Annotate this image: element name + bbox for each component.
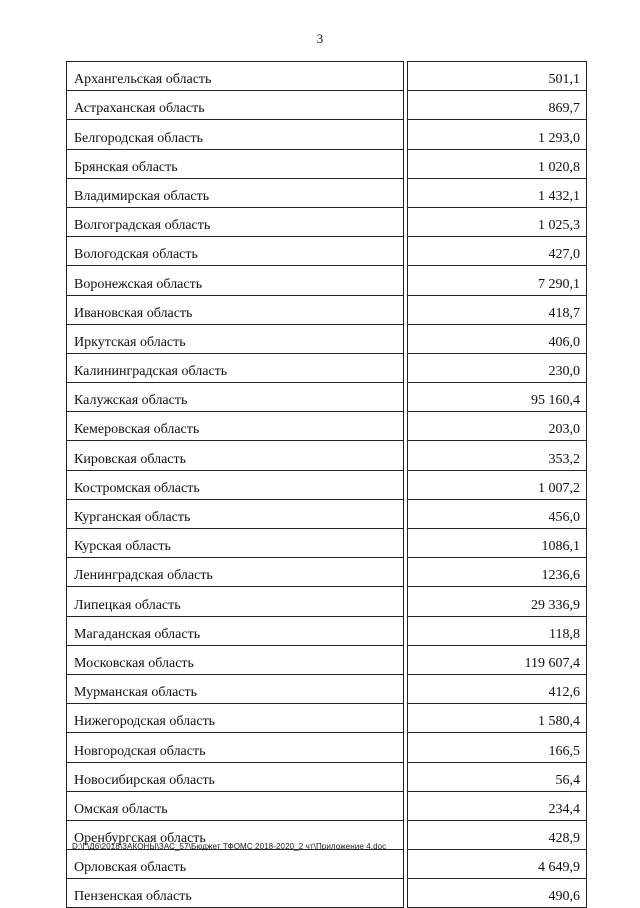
amount-cell: 166,5 bbox=[408, 733, 587, 762]
region-name-cell: Ленинградская область bbox=[67, 558, 404, 587]
amount-cell: 203,0 bbox=[408, 412, 587, 441]
table-row bbox=[67, 120, 587, 149]
table-row bbox=[67, 266, 587, 295]
region-name-cell: Белгородская область bbox=[67, 120, 404, 149]
table-row bbox=[67, 733, 587, 762]
region-name-cell: Кировская область bbox=[67, 441, 404, 470]
amount-cell: 1 293,0 bbox=[408, 120, 587, 149]
amount-cell: 418,7 bbox=[408, 295, 587, 324]
amount-cell: 1236,6 bbox=[408, 558, 587, 587]
region-name-cell: Ивановская область bbox=[67, 295, 404, 324]
table-row bbox=[67, 149, 587, 178]
amount-cell: 56,4 bbox=[408, 762, 587, 791]
region-name-cell: Пензенская область bbox=[67, 879, 404, 908]
page-number: 3 bbox=[316, 31, 324, 46]
table-row bbox=[67, 207, 587, 236]
amount-cell: 501,1 bbox=[408, 62, 587, 91]
region-name-cell: Липецкая область bbox=[67, 587, 404, 616]
amount-cell: 490,6 bbox=[408, 879, 587, 908]
amount-cell: 4 649,9 bbox=[408, 850, 587, 879]
amount-cell: 7 290,1 bbox=[408, 266, 587, 295]
region-name-cell: Вологодская область bbox=[67, 237, 404, 266]
table-row bbox=[67, 441, 587, 470]
region-name-cell: Кемеровская область bbox=[67, 412, 404, 441]
region-name-cell: Костромская область bbox=[67, 470, 404, 499]
region-name-cell: Магаданская область bbox=[67, 616, 404, 645]
table-row bbox=[67, 470, 587, 499]
table-row bbox=[67, 645, 587, 674]
table-row bbox=[67, 529, 587, 558]
amount-cell: 428,9 bbox=[408, 820, 587, 849]
region-name-cell: Брянская область bbox=[67, 149, 404, 178]
region-name-cell: Орловская область bbox=[67, 850, 404, 879]
table-row bbox=[67, 62, 587, 91]
table-row bbox=[67, 704, 587, 733]
table-row bbox=[67, 91, 587, 120]
amount-cell: 1 020,8 bbox=[408, 149, 587, 178]
table-row bbox=[67, 412, 587, 441]
table-row bbox=[67, 762, 587, 791]
amount-cell: 1 580,4 bbox=[408, 704, 587, 733]
regions-table bbox=[66, 61, 587, 908]
amount-cell: 1 025,3 bbox=[408, 207, 587, 236]
amount-cell: 353,2 bbox=[408, 441, 587, 470]
region-name-cell: Воронежская область bbox=[67, 266, 404, 295]
amount-cell: 119 607,4 bbox=[408, 645, 587, 674]
region-name-cell: Астраханская область bbox=[67, 91, 404, 120]
table-row bbox=[67, 295, 587, 324]
amount-cell: 118,8 bbox=[408, 616, 587, 645]
amount-cell: 230,0 bbox=[408, 353, 587, 382]
table-row bbox=[67, 324, 587, 353]
region-name-cell: Нижегородская область bbox=[67, 704, 404, 733]
amount-cell: 406,0 bbox=[408, 324, 587, 353]
amount-cell: 456,0 bbox=[408, 499, 587, 528]
table-row bbox=[67, 353, 587, 382]
region-name-cell: Калининградская область bbox=[67, 353, 404, 382]
region-name-cell: Новгородская область bbox=[67, 733, 404, 762]
region-name-cell: Курская область bbox=[67, 529, 404, 558]
table-row bbox=[67, 879, 587, 908]
region-name-cell: Калужская область bbox=[67, 383, 404, 412]
table-row bbox=[67, 587, 587, 616]
table-row bbox=[67, 383, 587, 412]
table-row bbox=[67, 178, 587, 207]
region-name-cell: Мурманская область bbox=[67, 674, 404, 703]
amount-cell: 869,7 bbox=[408, 91, 587, 120]
region-name-cell: Владимирская область bbox=[67, 178, 404, 207]
region-name-cell: Архангельская область bbox=[67, 62, 404, 91]
region-name-cell: Омская область bbox=[67, 791, 404, 820]
region-name-cell: Московская область bbox=[67, 645, 404, 674]
table-row bbox=[67, 499, 587, 528]
region-name-cell: Иркутская область bbox=[67, 324, 404, 353]
regions-table-body bbox=[67, 62, 587, 908]
amount-cell: 412,6 bbox=[408, 674, 587, 703]
amount-cell: 1086,1 bbox=[408, 529, 587, 558]
table-row bbox=[67, 558, 587, 587]
amount-cell: 1 007,2 bbox=[408, 470, 587, 499]
amount-cell: 234,4 bbox=[408, 791, 587, 820]
table-row bbox=[67, 791, 587, 820]
table-row bbox=[67, 674, 587, 703]
amount-cell: 95 160,4 bbox=[408, 383, 587, 412]
table-row bbox=[67, 850, 587, 879]
amount-cell: 29 336,9 bbox=[408, 587, 587, 616]
region-name-cell: Новосибирская область bbox=[67, 762, 404, 791]
footer-file-path: D:\Г\Д6\2018\ЗАКОНЫ\ЗАС_57\Бюджет ТФОМС 2018-2020_2 чт\Приложение 4.doc bbox=[72, 842, 387, 851]
amount-cell: 1 432,1 bbox=[408, 178, 587, 207]
region-name-cell: Курганская область bbox=[67, 499, 404, 528]
amount-cell: 427,0 bbox=[408, 237, 587, 266]
table-row bbox=[67, 616, 587, 645]
region-name-cell: Оренбургская область bbox=[67, 820, 404, 849]
region-name-cell: Волгоградская область bbox=[67, 207, 404, 236]
table-row bbox=[67, 237, 587, 266]
